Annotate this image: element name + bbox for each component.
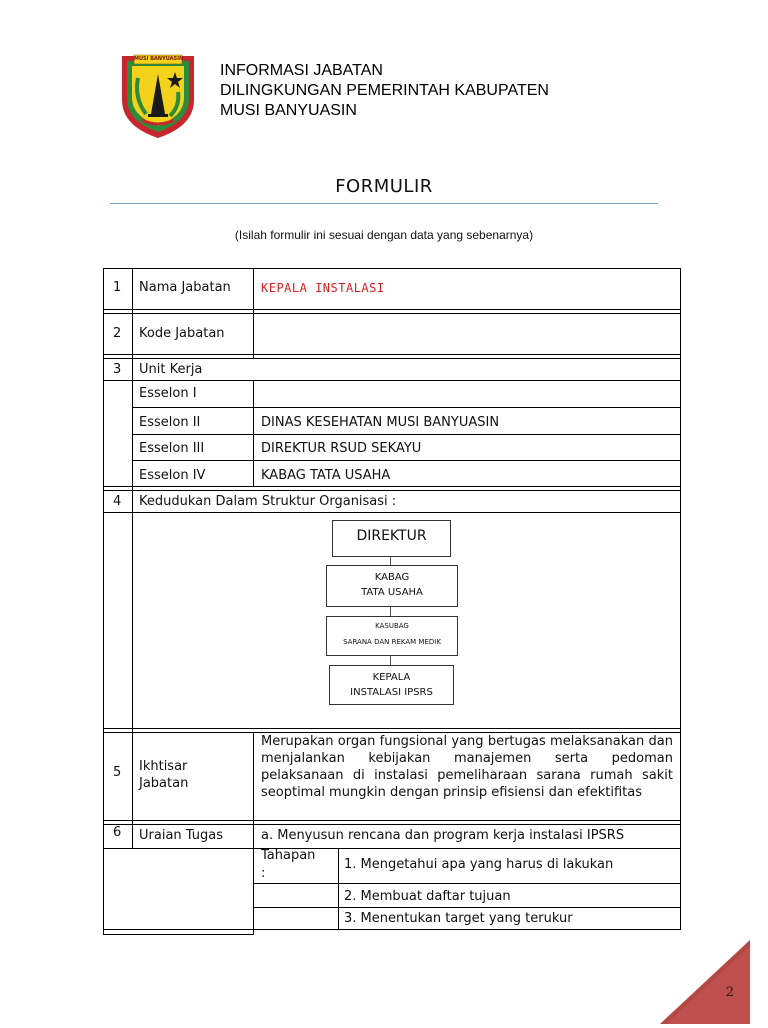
- row-1-number: 1: [113, 280, 122, 295]
- org-box-kabag: [326, 565, 458, 607]
- form-instruction: (Isilah formulir ini sesuai dengan data yang sebenarnya): [234, 228, 534, 242]
- job-summary-label-line2: Jabatan: [139, 776, 189, 791]
- work-unit-label: Unit Kerja: [139, 362, 203, 377]
- org-box-direktur: [332, 520, 451, 557]
- org-box-kasubag-line2: SARANA DAN REKAM MEDIK: [343, 638, 441, 646]
- org-box-kepala-instalasi: [329, 665, 454, 705]
- eselon-2-value: DINAS KESEHATAN MUSI BANYUASIN: [261, 415, 500, 430]
- org-position-label: Kedudukan Dalam Struktur Organisasi :: [139, 494, 397, 509]
- org-box-kasubag-line1: KASUBAG: [375, 622, 409, 630]
- org-box-direktur-label: DIREKTUR: [356, 528, 427, 544]
- job-code-label: Kode Jabatan: [139, 326, 225, 341]
- row-3-number: 3: [113, 362, 122, 377]
- eselon-4-value: KABAG TATA USAHA: [261, 468, 391, 483]
- regency-emblem: [118, 48, 198, 140]
- header-line-3: MUSI BANYUASIN: [220, 102, 357, 119]
- row-5-number: 5: [113, 765, 122, 780]
- job-summary-text: Merupakan organ fungsional yang bertugas melaksanakan dan menjalankan kebijakan manajemen serta pedoman pelaksanaan di instalasi pemeliharaan sarana rumah sakit seoptimal mungkin dengan prinsip efisiensi dan efektifitas: [261, 734, 673, 800]
- form-title: FORMULIR: [335, 176, 433, 197]
- eselon-3-value: DIREKTUR RSUD SEKAYU: [261, 441, 422, 456]
- stage-item-1: 1. Mengetahui apa yang harus di lakukan: [344, 857, 614, 872]
- header-line-2: DILINGKUNGAN PEMERINTAH KABUPATEN: [220, 82, 549, 99]
- eselon-1-label: Esselon I: [139, 386, 197, 401]
- stage-label-line1: Tahapan: [261, 848, 316, 863]
- row-2-number: 2: [113, 326, 122, 341]
- page-corner-accent: [660, 940, 750, 1024]
- org-box-kasubag: [326, 616, 458, 656]
- eselon-2-label: Esselon II: [139, 415, 201, 430]
- row-6-number: 6: [113, 825, 122, 840]
- task-item-a: a. Menyusun rencana dan program kerja instalasi IPSRS: [261, 828, 625, 843]
- org-box-kepala-line1: KEPALA: [372, 672, 411, 683]
- task-label: Uraian Tugas: [139, 828, 223, 843]
- emblem-text: MUSI BANYUASIN: [134, 56, 184, 62]
- job-title-value: KEPALA INSTALASI: [261, 281, 385, 295]
- job-summary-label-line1: Ikhtisar: [139, 759, 188, 774]
- org-box-kabag-line1: KABAG: [374, 572, 410, 583]
- header-line-1: INFORMASI JABATAN: [220, 62, 383, 79]
- page-number: 2: [725, 985, 734, 1000]
- stage-label-line2: :: [261, 866, 266, 881]
- row-4-number: 4: [113, 494, 122, 509]
- org-box-kabag-line2: TATA USAHA: [361, 587, 423, 598]
- stage-item-2: 2. Membuat daftar tujuan: [344, 889, 511, 904]
- title-divider: [110, 203, 658, 204]
- job-title-label: Nama Jabatan: [139, 280, 231, 295]
- document-header: [220, 61, 549, 121]
- eselon-3-label: Esselon III: [139, 441, 205, 456]
- stage-item-3: 3. Menentukan target yang terukur: [344, 911, 573, 926]
- org-box-kepala-line2: INSTALASI IPSRS: [350, 687, 433, 698]
- eselon-4-label: Esselon IV: [139, 468, 206, 483]
